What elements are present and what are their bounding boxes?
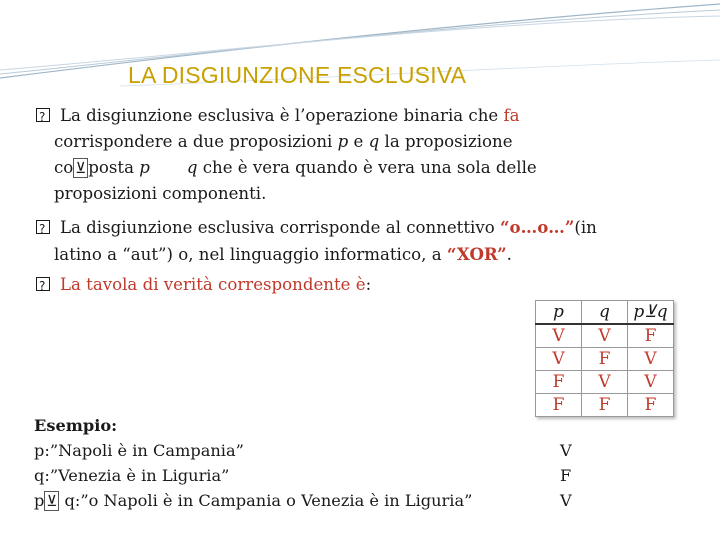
example-q: q:”Venezia è in Liguria”: [34, 466, 230, 485]
example-value: V: [560, 491, 572, 510]
bullet-definition: ?La disgiunzione esclusiva è l’operazione binaria che fa corrispondere a due proposizioni p e q la proposizione co ⊻ posta p q che è vera quando è vera una sola delle proposizioni componenti.: [34, 103, 659, 207]
table-header: p⊻q: [628, 301, 674, 325]
table-row: F F F: [536, 394, 674, 417]
table-row: V F V: [536, 348, 674, 371]
bullet-connettivo: ?La disgiunzione esclusiva corrisponde al connettivo “o…o…”(in latino a “aut”) o, nel linguaggio informatico, a “XOR”.: [34, 214, 659, 268]
bullet-icon: [34, 276, 56, 292]
bullet-icon: [34, 219, 56, 235]
truth-table: [535, 300, 674, 417]
xor-symbol: ⊻: [75, 159, 87, 177]
table-row: V V F: [536, 324, 674, 348]
table-row: F V V: [536, 371, 674, 394]
xor-symbol: ⊻: [46, 492, 58, 510]
example-label: Esempio:: [34, 416, 118, 435]
example-block: [34, 413, 472, 514]
bullet-tavola: ?La tavola di verità correspondente è:: [34, 272, 659, 298]
table-header: p: [536, 301, 582, 325]
example-result: p ⊻ q:”o Napoli è in Campania o Venezia è in Liguria”: [34, 491, 473, 510]
example-p: p:”Napoli è in Campania”: [34, 441, 244, 460]
page-title: LA DISGIUNZIONE ESCLUSIVA: [128, 62, 467, 88]
example-truth-values: [560, 438, 572, 513]
example-value: F: [560, 466, 572, 485]
bullet-icon: [34, 107, 56, 123]
table-header: q: [582, 301, 628, 325]
example-value: V: [560, 441, 572, 460]
